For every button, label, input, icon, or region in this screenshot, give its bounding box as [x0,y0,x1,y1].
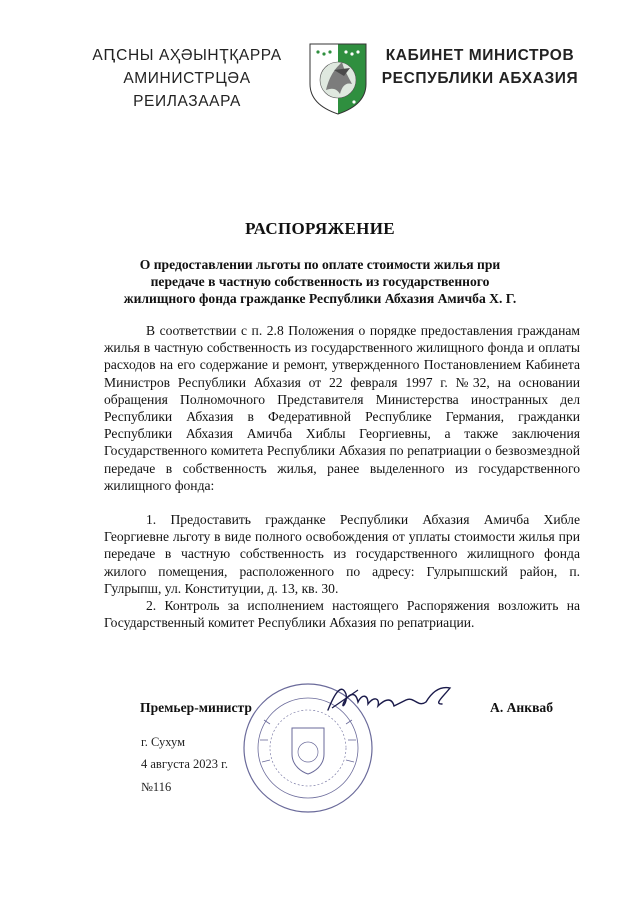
header-left [82,44,292,113]
header-left-line2: АМИНИСТРЦӘА РЕИЛАЗААРА [123,70,251,110]
header-right-line1: КАБИНЕТ МИНИСТРОВ [385,47,575,64]
header-left-line1: АԤСНЫ АҲӘЫНҬҚАРРА [92,47,282,64]
item-1-paragraph: 1. Предоставить гражданке Республики Абхазия Амичба Хибле Георгиевне льготу в виде полного освобождения от уплаты стоимости жилья при передаче в частную собственность из государственного жилищного фонда жилого помещения, расположенного по адресу: Гулрыпшский район, п. Гулрыпш, ул. Конституции, д. 13, кв. 30. [104,512,580,596]
preamble-paragraph: В соответствии с п. 2.8 Положения о порядке предоставления гражданам жилья в частную собственность из государственного жилищного фонда и оплаты расходов на его содержание и ремонт, утвержденного Постановлением Кабинета Министров Республики Абхазия от 22 февраля 1997 г. №32, на основании обращения Полномочного Представителя Министерства иностранных дел Республики Абхазия в Федеративной Республике Германия, гражданки Республики Абхазия Амичба Хиблы Георгиевны, а также заключения Государственного комитета Республики Абхазия по репатриации о безвозмездной передаче в собственность жилья, ранее выделенного из государственного жилищного фонда: [104,323,580,493]
document-date: 4 августа 2023 г. [141,757,229,771]
signatory-name: А. Анкваб [490,700,554,715]
document-number: №116 [141,780,172,794]
document-body [104,322,580,631]
coat-of-arms-abkhazia-icon [306,40,370,116]
signatory-role: Премьер-министр [140,700,252,715]
document-city: г. Сухум [141,735,186,749]
header-right [380,44,580,90]
document-subject: О предоставлении льготы по оплате стоимости жилья при передаче в частную собственность из государственного жилищного фонда гражданке Республики Абхазия Амичба Х. Г. [123,257,517,306]
header-right-line2: РЕСПУБЛИКИ АБХАЗИЯ [381,70,579,87]
item-2-paragraph: 2. Контроль за исполнением настоящего Распоряжения возложить на Государственный комитет Республики Абхазия по репатриации. [104,598,580,631]
document-title: РАСПОРЯЖЕНИЕ [245,219,395,238]
handwritten-signature-icon [322,680,458,720]
